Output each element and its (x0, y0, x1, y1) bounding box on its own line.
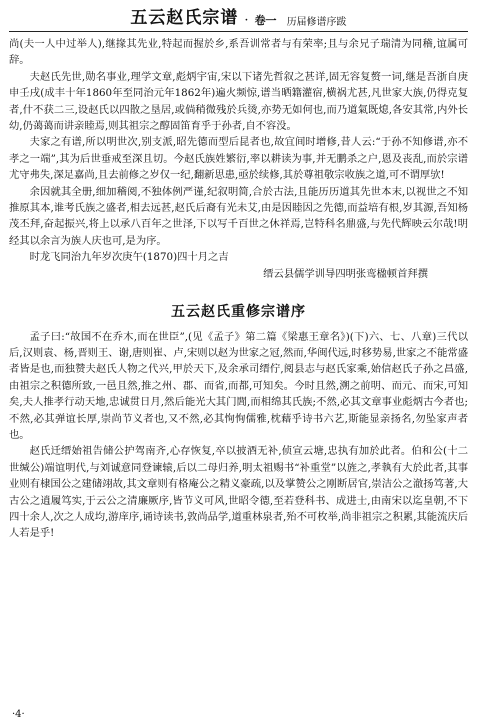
paragraph: 孟子曰:“故国不在乔木,而在世臣”,(见《孟子》第二篇《梁惠王章名》)(下)六、七、八章)三代以后,汉则袁、杨,晋则王、谢,唐则崔、卢,宋则以赵为世家之冠,然而,华闽代远,时移势易,世家之不能常盛者皆是也,而独赞夫赵氏人物之代兴,甲於天下,及余承司缙佇,阅县志与赵氏家乘,始信赵氏子孙之昌盛,由祖宗之积德所致,一邑且然,推之州、郡、而省,而都,可知矣。今时且然,溯之前明、而元、而宋,可知矣,夫人推孝行动天地,忠诚贯日月,然后能光大其门閭,而相绵其氏族;不然,必其文章事业彪炳古今者也;不然,必其弹谊长厚,崇尚节义者也,又不然,必其恂恂儒雅,枕藉乎诗书六艺,斯能显亲扬名,勿坠家声者也。 (9, 330, 468, 441)
paragraph-continued: 尚(夫一人中过举人),继掾其先业,特起而握於乡,系吾训常者与有荣率;且与余兄子瑞清为同稽,谊属可辞。 (9, 38, 468, 67)
page-header (9, 6, 468, 32)
paragraph: 赵氏迁缙始祖告储公护驾南齐,心存恢复,卒以披酒无补,侦宣云塘,忠执有加於此者。伯和公(十二世缄公)端谊明代,与刘诚意同登谏辕,后以二母归养,明太祖赐书“补重堂”以旌之,孝執有大於此者,其事业则有棣国公之建储翊故,其文章则有格庵公之精义豪疏,以及掌赞公之刚断居官,崇洁公之澈扬笃著,大古公之逍履笃实,于云公之清廉厥序,皆节义可风,世昭令德,至若登科书、成进士,由南宋以迄皇朝,不下四十余人,次之人成均,游庠序,诵诗读书,敦尚品学,道重林泉者,殆不可枚举,尚非祖宗之积累,其能流庆后人若是乎! (9, 445, 468, 540)
paragraph: 夫家之有谱,所以明世次,别支派,昭先德而型后昆者也,故宜间时增修,昔人云:“于孙不知修谱,亦不孝之一端”,其为后世垂戒至深且切。今赵氏族姓繁衍,率以耕读为事,并无鹏杀之户,恩及丧乱,而於宗谱尤守弗失,深足嘉尚,且去前修之岁仅一纪,翻新思患,亟於续修,其於尊祖敬宗收族之道,可不谓厚欤! (9, 136, 468, 182)
signature-line: 缙云县儒学训导四明张鸾楹顿首拜撰 (263, 267, 428, 280)
page-number: ·4· (12, 709, 25, 720)
header-separator: · (244, 13, 249, 28)
page-body (9, 36, 468, 542)
header-section: 历届修谱序跋 (286, 17, 347, 28)
section-title: 五云赵氏重修宗谱序 (171, 304, 306, 321)
paragraph: 夫赵氏先世,勋名事业,理学文章,彪炳宇宙,宋以下诸先哲叙之甚详,固无容复赘一词,继是吾浙自庚申壬戌(成丰十年1860年至同治元年1862年)遍火频惊,谱当晒籍灌宿,横祸尤甚,凡世家大族,仍得克复者,什不获二三,设赵氏以四散之垦居,或倘稍微残於兵烫,亦势无如何也,而乃道氣既熄,各安其常,内外长幼,仍蔼蔼而讲亲睦焉,则其祖宗之醇固笛育乎于孙者,自不容没。 (9, 70, 468, 133)
date-line: 时龙飞同治九年岁次庚午(1870)四十月之吉 (29, 251, 229, 264)
header-title: 五云赵氏宗谱 (130, 8, 239, 28)
paragraph: 余因就其全册,细加稽阅,不独体例严谨,纪叙明简,合於古法,且能历历道其先世本末,以视世之不知推原其本,谁考氏族之盛者,相去远甚,赵氏后裔有光未艾,由是因睦因之先德,而益培有根,岁其源,吾知杨茂丕拜,奋起振兴,将上以承八百年之世泽,下以写千百世之休祥焉,岂特科名鼎盛,与先代辉映云尔哉!明经其以余言为族人庆也可,是为序。 (9, 185, 468, 247)
header-volume: 卷一 (254, 14, 277, 27)
